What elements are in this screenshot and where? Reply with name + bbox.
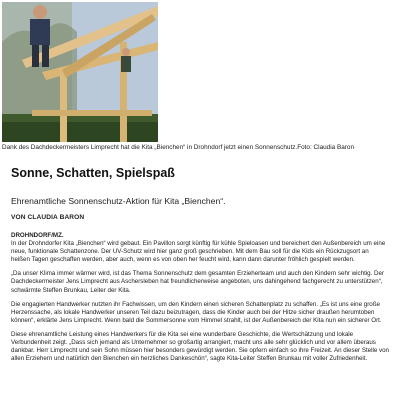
pavilion-construction-image xyxy=(2,2,158,142)
article-dateline: DROHNDORF/MZ. xyxy=(11,232,64,239)
article-body xyxy=(11,232,389,369)
photo-caption: Dank des Dachdeckermeisters Limprecht hat die Kita „Bienchen“ in Drohndorf jetzt einen Sonnenschutz.Foto: Claudia Baron xyxy=(2,144,355,151)
article-paragraph: „Da unser Klima immer wärmer wird, ist das Thema Sonnenschutz dem gesamten Erzieherteam und auch den Kindern sehr wichtig. Der Dachdeckermeister Jens Limprecht aus Aschersleben hat freundlicherweise angeboten, uns dahingehend fachgerecht zu unterstützen“, schwärmte Steffen Brunkau, Leiter der Kita. xyxy=(11,270,385,294)
article-paragraph: In der Drohndorfer Kita „Bienchen“ wird gebaut. Ein Pavillon sorgt künftig für kühle Spieloasen und bereichert den Außenbereich um eine neue, funktionale Schattenzone. Der UV-Schutz wird hier ganz groß geschrieben. Mit dem Bau soll für die Kids ein Rückzugsort an heißen Tagen geschaffen werden, aber auch, wenn es von oben her feucht wird, kann dann darunter fröhlich gespielt werden. xyxy=(11,240,386,264)
article-subhead: Ehrenamtliche Sonnenschutz-Aktion für Kita „Bienchen“. xyxy=(11,196,226,206)
article-paragraph: Die engagierten Handwerker nutzten ihr Fachwissen, um den Kindern einen sicheren Schattenplatz zu schaffen. „Es ist uns eine große Herzenssache, als lokale Handwerker unseren Teil dazu beizutragen, dass die Kinder auch bei der Hitze sicher draußen herumtoben können“, erklärte Jens Limprecht. Wenn bald die Sommersonne vom Himmel strahlt, ist der Außenbereich der Kita nun ein sicherer Ort. xyxy=(11,300,382,324)
article-headline: Sonne, Schatten, Spielspaß xyxy=(11,166,175,180)
article-photo xyxy=(2,2,158,142)
article-byline: VON CLAUDIA BARON xyxy=(11,214,85,221)
article-paragraph: Diese ehrenamtliche Leistung eines Handwerkers für die Kita sei eine wunderbare Geschichte, die Wertschätzung und lokale Verbundenheit zeigt. „Dass sich jemand als Unternehmer so großartig arrangiert, macht uns alle sehr glücklich und vor allem überaus dankbar. Herr Limprecht und sein Sohn müssen hier besonders gewürdigt werden. Sie opfern einfach so ihre Freizeit. An dieser Stelle von allen Erziehern und natürlich den Bienchen ein herzliches Dankeschön“, sagte Kita-Leiter Steffen Brunkau mit voller Zufriedenheit. xyxy=(11,330,389,363)
